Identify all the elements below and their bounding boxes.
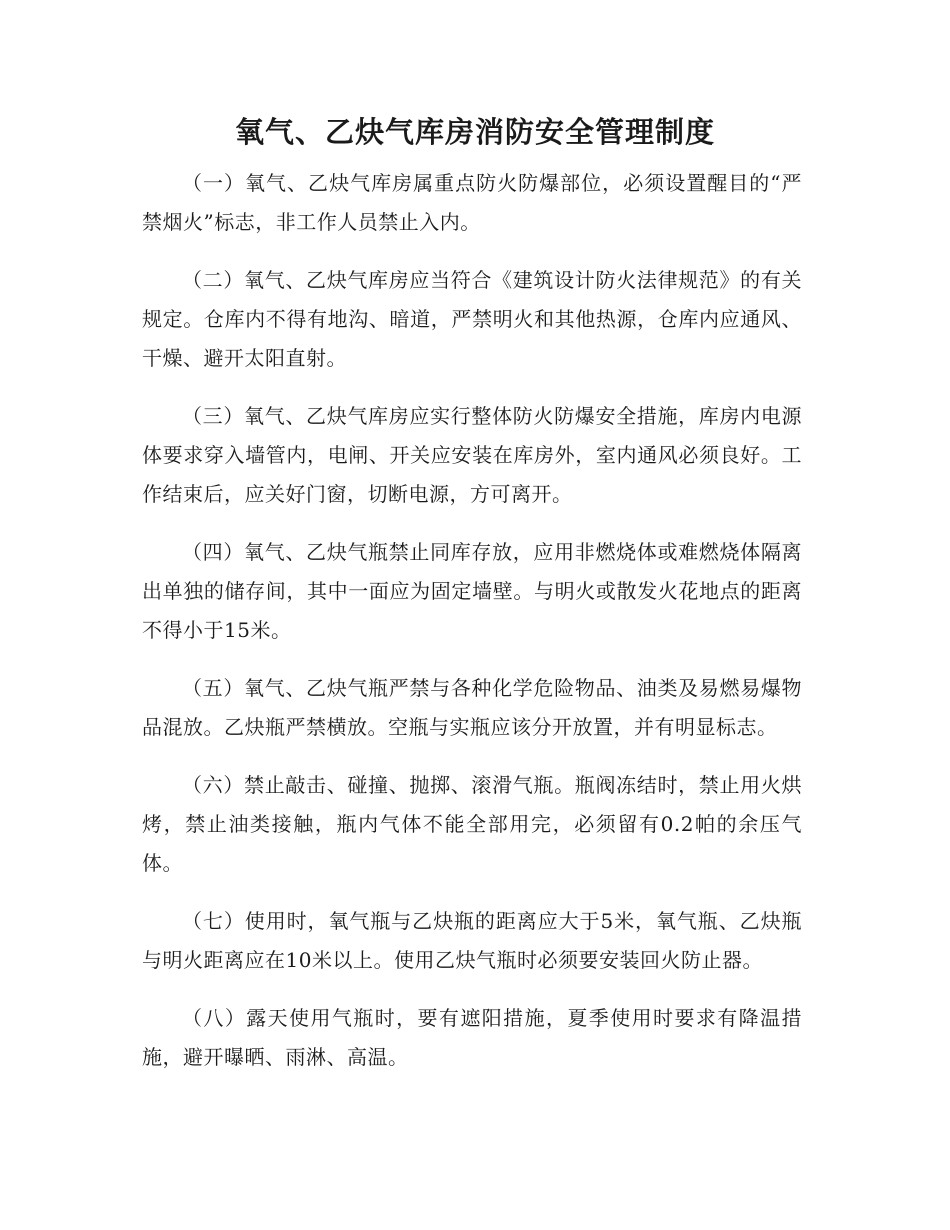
document-body: [142, 164, 802, 1096]
paragraph-8: （八）露天使用气瓶时，要有遮阳措施，夏季使用时要求有降温措施，避开曝晒、雨淋、高温。: [142, 1006, 802, 1069]
paragraph-3: （三）氧气、乙炔气库房应实行整体防火防爆安全措施，库房内电源体要求穿入墙管内，电闸、开关应安装在库房外，室内通风必须良好。工作结束后，应关好门窗，切断电源，方可离开。: [142, 404, 802, 506]
paragraph-4: （四）氧气、乙炔气瓶禁止同库存放，应用非燃烧体或难燃烧体隔离出单独的储存间，其中一面应为固定墙壁。与明火或散发火花地点的距离不得小于15米。: [142, 540, 802, 642]
paragraph-1: （一）氧气、乙炔气库房属重点防火防爆部位，必须设置醒目的“严禁烟火”标志，非工作人员禁止入内。: [142, 171, 802, 234]
paragraph-7: （七）使用时，氧气瓶与乙炔瓶的距离应大于5米，氧气瓶、乙炔瓶与明火距离应在10米以上。使用乙炔气瓶时必须要安装回火防止器。: [142, 909, 802, 972]
paragraph-5: （五）氧气、乙炔气瓶严禁与各种化学危险物品、油类及易燃易爆物品混放。乙炔瓶严禁横放。空瓶与实瓶应该分开放置，并有明显标志。: [142, 676, 802, 739]
paragraph-2: （二）氧气、乙炔气库房应当符合《建筑设计防火法律规范》的有关规定。仓库内不得有地沟、暗道，严禁明火和其他热源，仓库内应通风、干燥、避开太阳直射。: [142, 268, 802, 370]
paragraph-6: （六）禁止敲击、碰撞、抛掷、滚滑气瓶。瓶阀冻结时，禁止用火烘烤，禁止油类接触，瓶内气体不能全部用完，必须留有0.2帕的余压气体。: [142, 773, 802, 875]
document-title: 氧气、乙炔气库房消防安全管理制度: [234, 115, 715, 149]
